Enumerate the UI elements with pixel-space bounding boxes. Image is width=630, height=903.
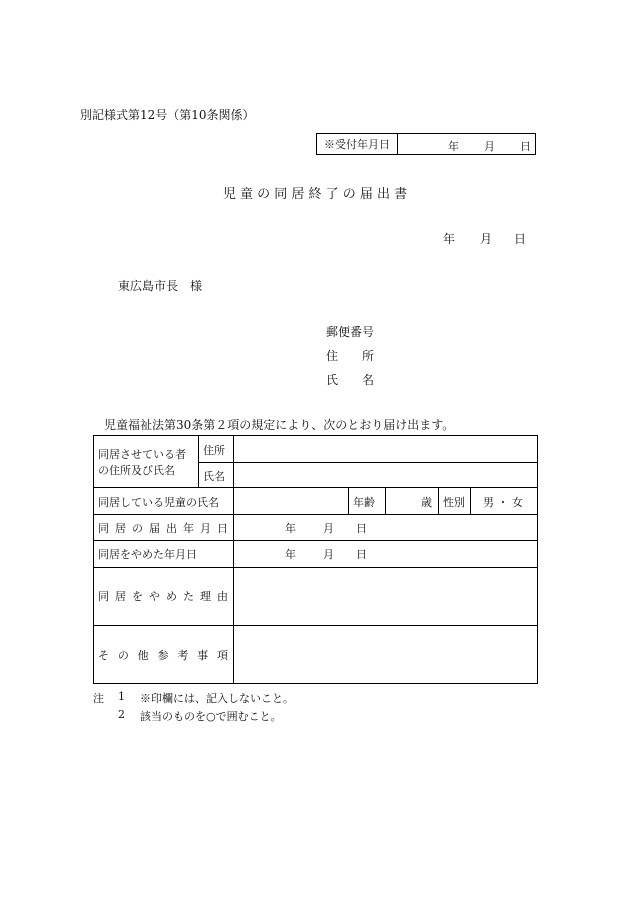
addressee: 東広島市長 様: [118, 279, 203, 293]
age-label: 年齢: [353, 496, 375, 509]
sex-label: 性別: [443, 496, 465, 509]
notification-table: [93, 435, 538, 684]
form-number: 別記様式第12号（第10条関係）: [80, 108, 255, 122]
cohabitant-name-label: 氏名: [203, 470, 225, 483]
applicant-address-label: 住 所: [326, 349, 375, 363]
notification-year: 年: [285, 522, 296, 535]
date-day: 日: [514, 232, 527, 246]
note-1-text: ※印欄には、記入しないこと。: [140, 692, 294, 705]
other-notes-field[interactable]: [234, 626, 537, 683]
notes-prefix: 注: [93, 692, 104, 705]
page-title: 児 童 の 同 居 終 了 の 届 出 書: [222, 187, 408, 202]
ended-day: 日: [356, 548, 367, 561]
receipt-date-box: [316, 133, 536, 155]
sex-options[interactable]: 男 ・ 女: [483, 496, 523, 509]
ended-month: 月: [323, 548, 334, 561]
date-month: 月: [480, 232, 493, 246]
other-notes-label: そ の 他 参 考 事 項: [98, 649, 228, 662]
intro-text: 児童福祉法第30条第２項の規定により、次のとおり届け出ます。: [104, 418, 455, 432]
applicant-name-label: 氏 名: [326, 373, 375, 387]
ended-year: 年: [285, 548, 296, 561]
age-unit: 歳: [421, 496, 432, 509]
cohabitant-label-line1: 同居させている者: [98, 448, 186, 461]
note-1-num: 1: [118, 690, 125, 703]
receipt-day: 日: [520, 140, 531, 153]
date-year: 年: [443, 232, 456, 246]
cohabitant-label-line2: の住所及び氏名: [98, 464, 175, 477]
reason-label: 同 居 を や め た 理 由: [98, 590, 228, 603]
notification-date-label: 同 居 の 届 出 年 月 日: [98, 522, 228, 535]
notification-month: 月: [323, 522, 334, 535]
cohabitant-address-label: 住所: [203, 444, 225, 457]
receipt-month: 月: [484, 140, 495, 153]
receipt-date-label: ※受付年月日: [317, 134, 398, 154]
note-2-text: 該当のものを○で囲むこと。: [140, 710, 282, 723]
receipt-date-field[interactable]: [398, 134, 535, 154]
receipt-year: 年: [448, 140, 459, 153]
ended-date-label: 同居をやめた年月日: [98, 548, 197, 561]
applicant-postal-code-label: 郵便番号: [326, 325, 375, 339]
reason-field[interactable]: [234, 568, 537, 625]
note-2-num: 2: [118, 708, 125, 721]
notification-day: 日: [356, 522, 367, 535]
child-name-label: 同居している児童の氏名: [98, 496, 219, 509]
